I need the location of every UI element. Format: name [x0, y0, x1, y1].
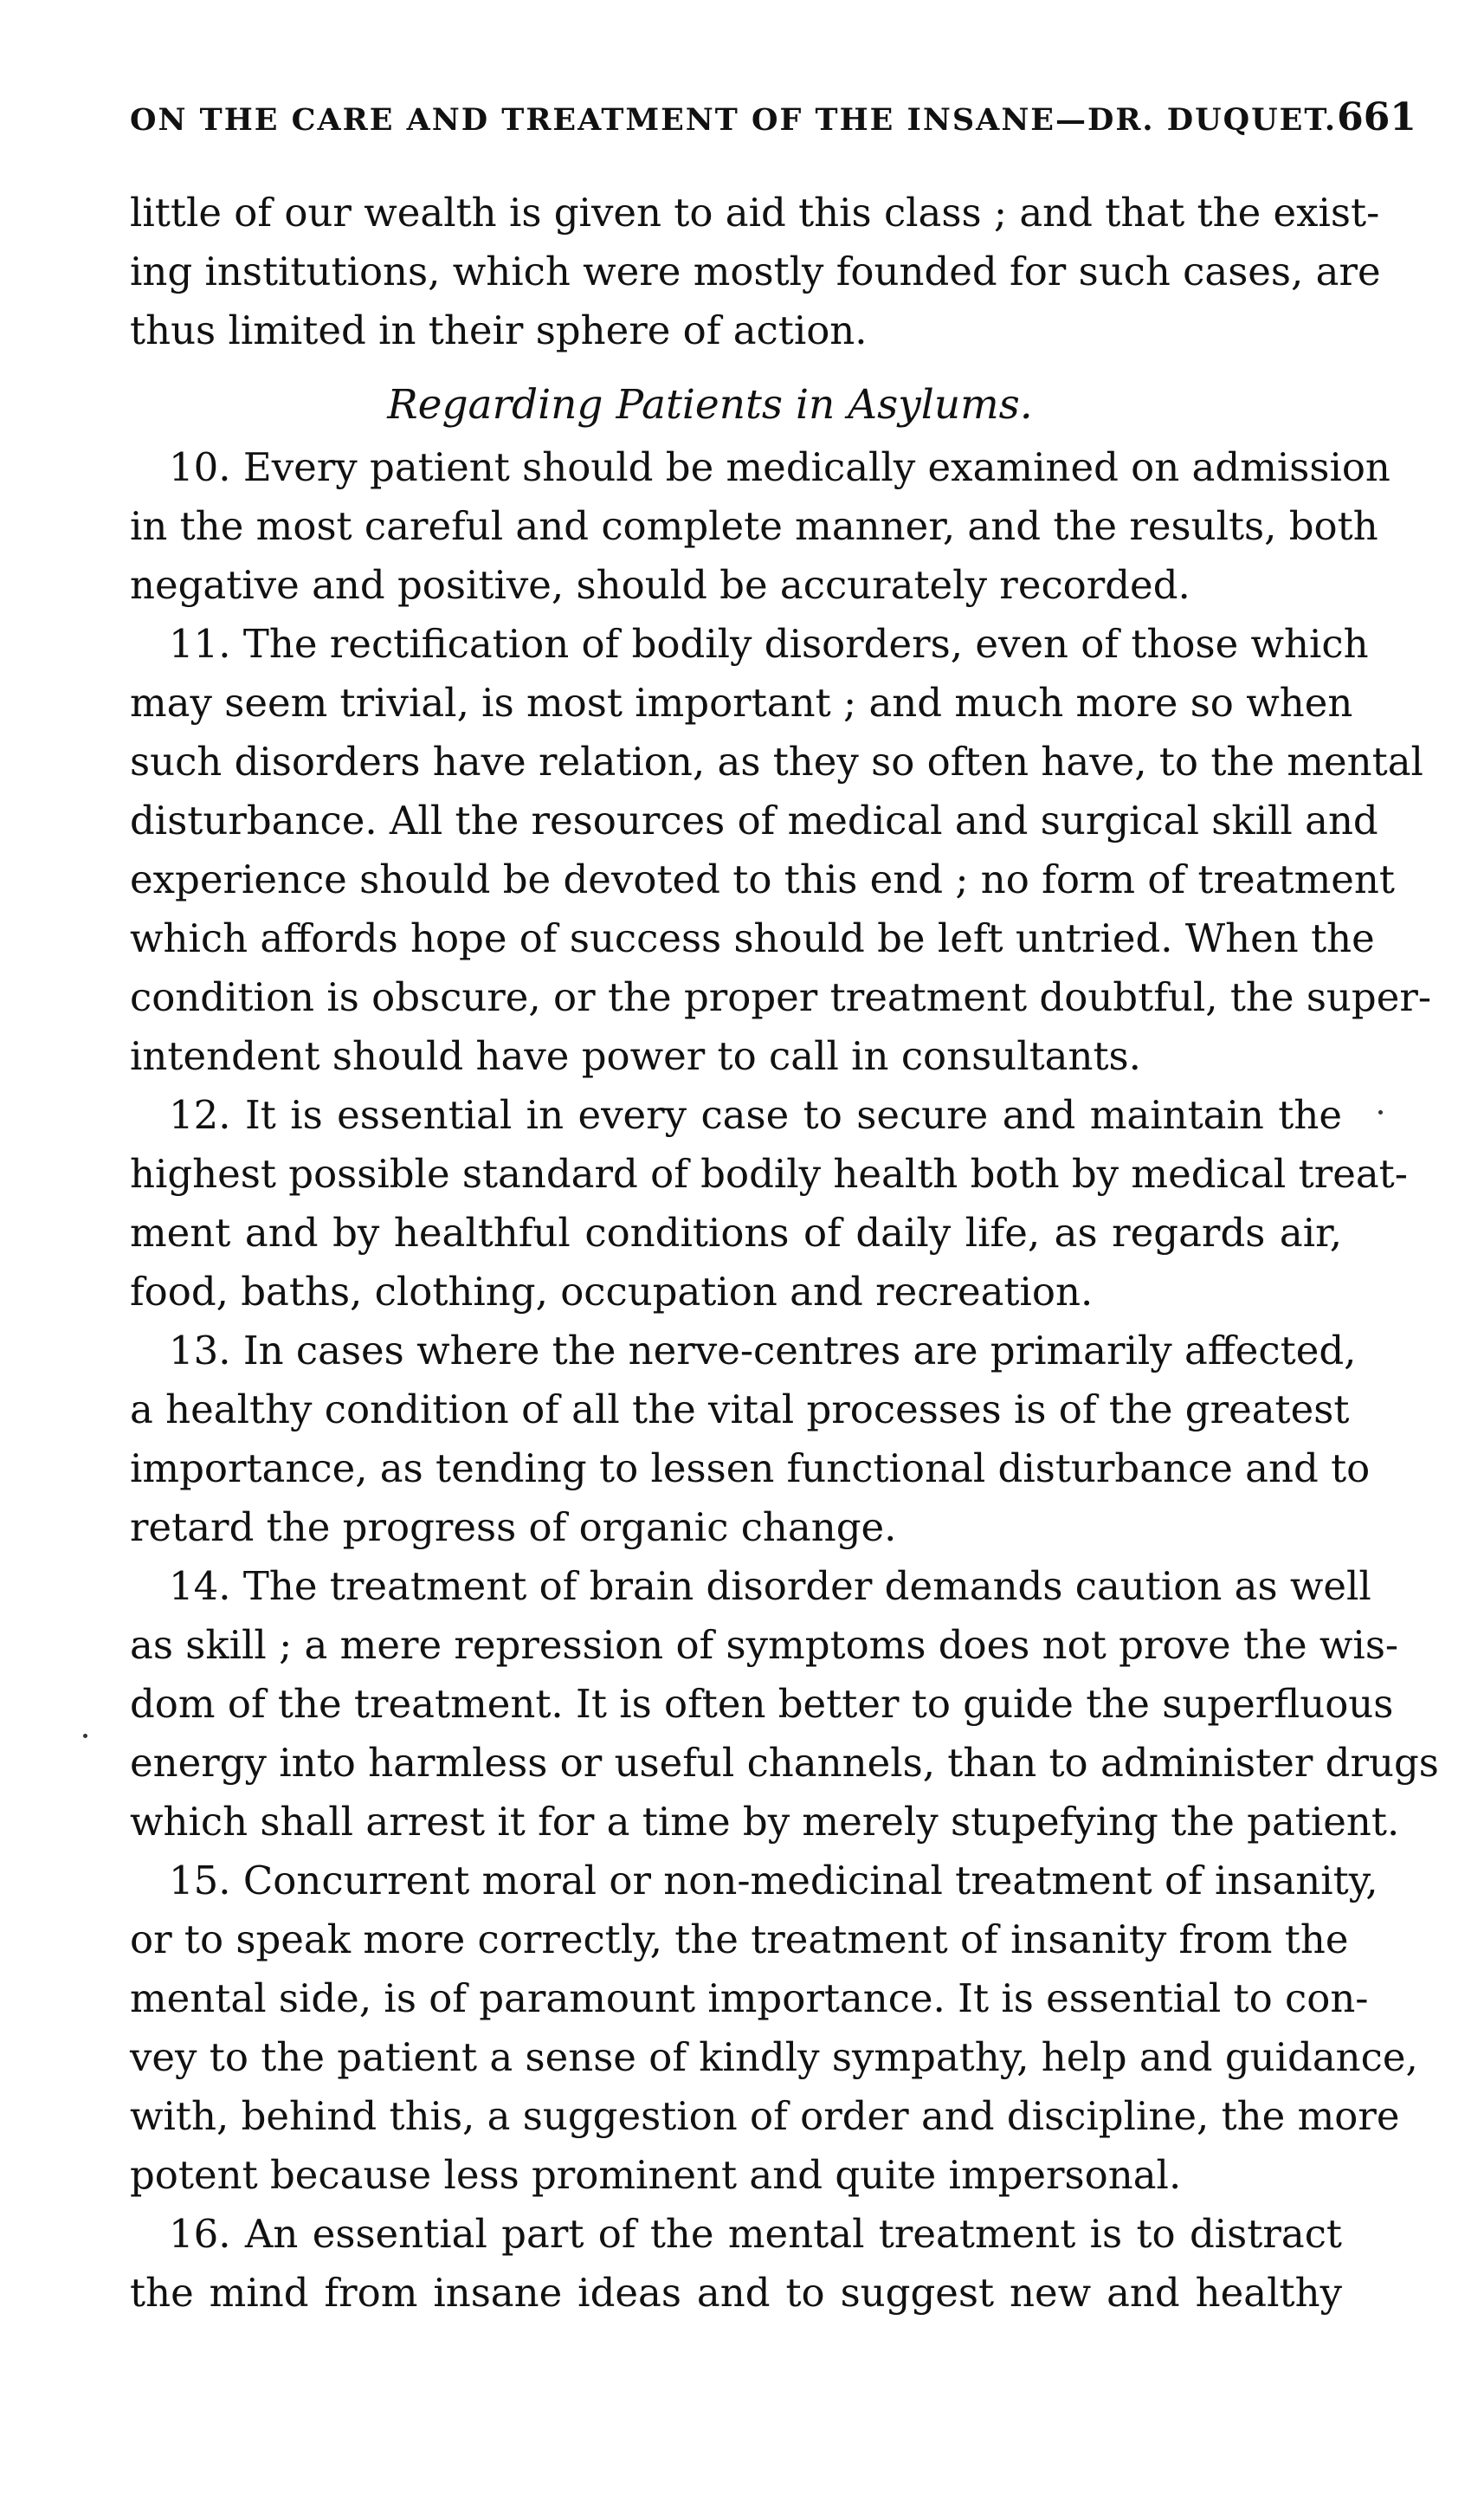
text-line: with, behind this, a suggestion of order and discipline, the more	[130, 2093, 1400, 2139]
text-line: negative and positive, should be accurately recorded.	[130, 562, 1190, 608]
print-speck	[83, 1734, 87, 1738]
continuation-paragraph	[130, 184, 1381, 360]
paragraph-13	[130, 1322, 1371, 1557]
text-line: as skill ; a mere repression of symptoms does not prove the wis-	[130, 1622, 1399, 1668]
text-line: which affords hope of success should be left untried. When the	[130, 915, 1375, 961]
text-line: food, baths, clothing, occupation and recreation.	[130, 1269, 1094, 1315]
text-line: thus limited in their sphere of action.	[130, 307, 868, 353]
print-speck	[1378, 1110, 1383, 1115]
section-heading: Regarding Patients in Asylums.	[387, 381, 1033, 429]
text-line: a healthy condition of all the vital processes is of the greatest	[130, 1386, 1350, 1432]
running-header	[130, 95, 1416, 147]
text-line: 11. The rectification of bodily disorders, even of those which	[169, 621, 1369, 667]
paragraph-16	[130, 2205, 1342, 2323]
text-line: little of our wealth is given to aid this class ; and that the exist-	[130, 190, 1380, 236]
text-line: potent because less prominent and quite impersonal.	[130, 2152, 1182, 2198]
text-line: experience should be devoted to this end ; no form of treatment	[130, 856, 1395, 902]
text-line: dom of the treatment. It is often better to guide the superfluous	[130, 1681, 1394, 1727]
paragraph-10	[130, 438, 1390, 615]
text-line: energy into harmless or useful channels, than to administer drugs	[130, 1740, 1439, 1786]
text-line: such disorders have relation, as they so often have, to the mental	[130, 739, 1423, 785]
text-line: 14. The treatment of brain disorder demands caution as well	[169, 1563, 1371, 1609]
text-line: or to speak more correctly, the treatment of insanity from the	[130, 1916, 1349, 1962]
text-line: which shall arrest it for a time by merely stupefying the patient.	[130, 1799, 1400, 1845]
text-line: may seem trivial, is most important ; and much more so when	[130, 680, 1353, 726]
text-line: importance, as tending to lessen functional disturbance and to	[130, 1445, 1371, 1491]
text-line: vey to the patient a sense of kindly sympathy, help and guidance,	[130, 2034, 1418, 2080]
text-line: 16. An essential part of the mental treatment is to distract	[169, 2211, 1342, 2257]
text-line: 15. Concurrent moral or non-medicinal treatment of insanity,	[169, 1858, 1378, 1903]
text-line: the mind from insane ideas and to suggest new and healthy	[130, 2270, 1342, 2316]
text-line: ing institutions, which were mostly founded for such cases, are	[130, 249, 1381, 294]
document-page	[130, 95, 1439, 2323]
body-text	[130, 184, 1439, 2323]
text-line: retard the progress of organic change.	[130, 1504, 897, 1550]
text-line: highest possible standard of bodily health both by medical treat-	[130, 1151, 1408, 1197]
page-number: 661	[1337, 95, 1416, 139]
text-line: mental side, is of paramount importance. It is essential to con-	[130, 1975, 1369, 2021]
text-line: intendent should have power to call in consultants.	[130, 1033, 1141, 1079]
text-line: condition is obscure, or the proper treatment doubtful, the super-	[130, 974, 1432, 1020]
text-line: ment and by healthful conditions of daily life, as regards air,	[130, 1210, 1342, 1256]
text-line: in the most careful and complete manner, and the results, both	[130, 503, 1378, 549]
text-line: 12. It is essential in every case to secure and maintain the	[169, 1092, 1342, 1138]
paragraph-14	[130, 1557, 1439, 1852]
text-line: 10. Every patient should be medically examined on admission	[169, 444, 1390, 490]
paragraph-11	[130, 615, 1432, 1086]
paragraph-12	[130, 1086, 1408, 1322]
paragraph-15	[130, 1852, 1418, 2205]
running-title: ON THE CARE AND TREATMENT OF THE INSANE—DR. DUQUET.	[130, 102, 1338, 138]
text-line: disturbance. All the resources of medical and surgical skill and	[130, 798, 1378, 843]
text-line: 13. In cases where the nerve-centres are primarily affected,	[169, 1328, 1357, 1373]
